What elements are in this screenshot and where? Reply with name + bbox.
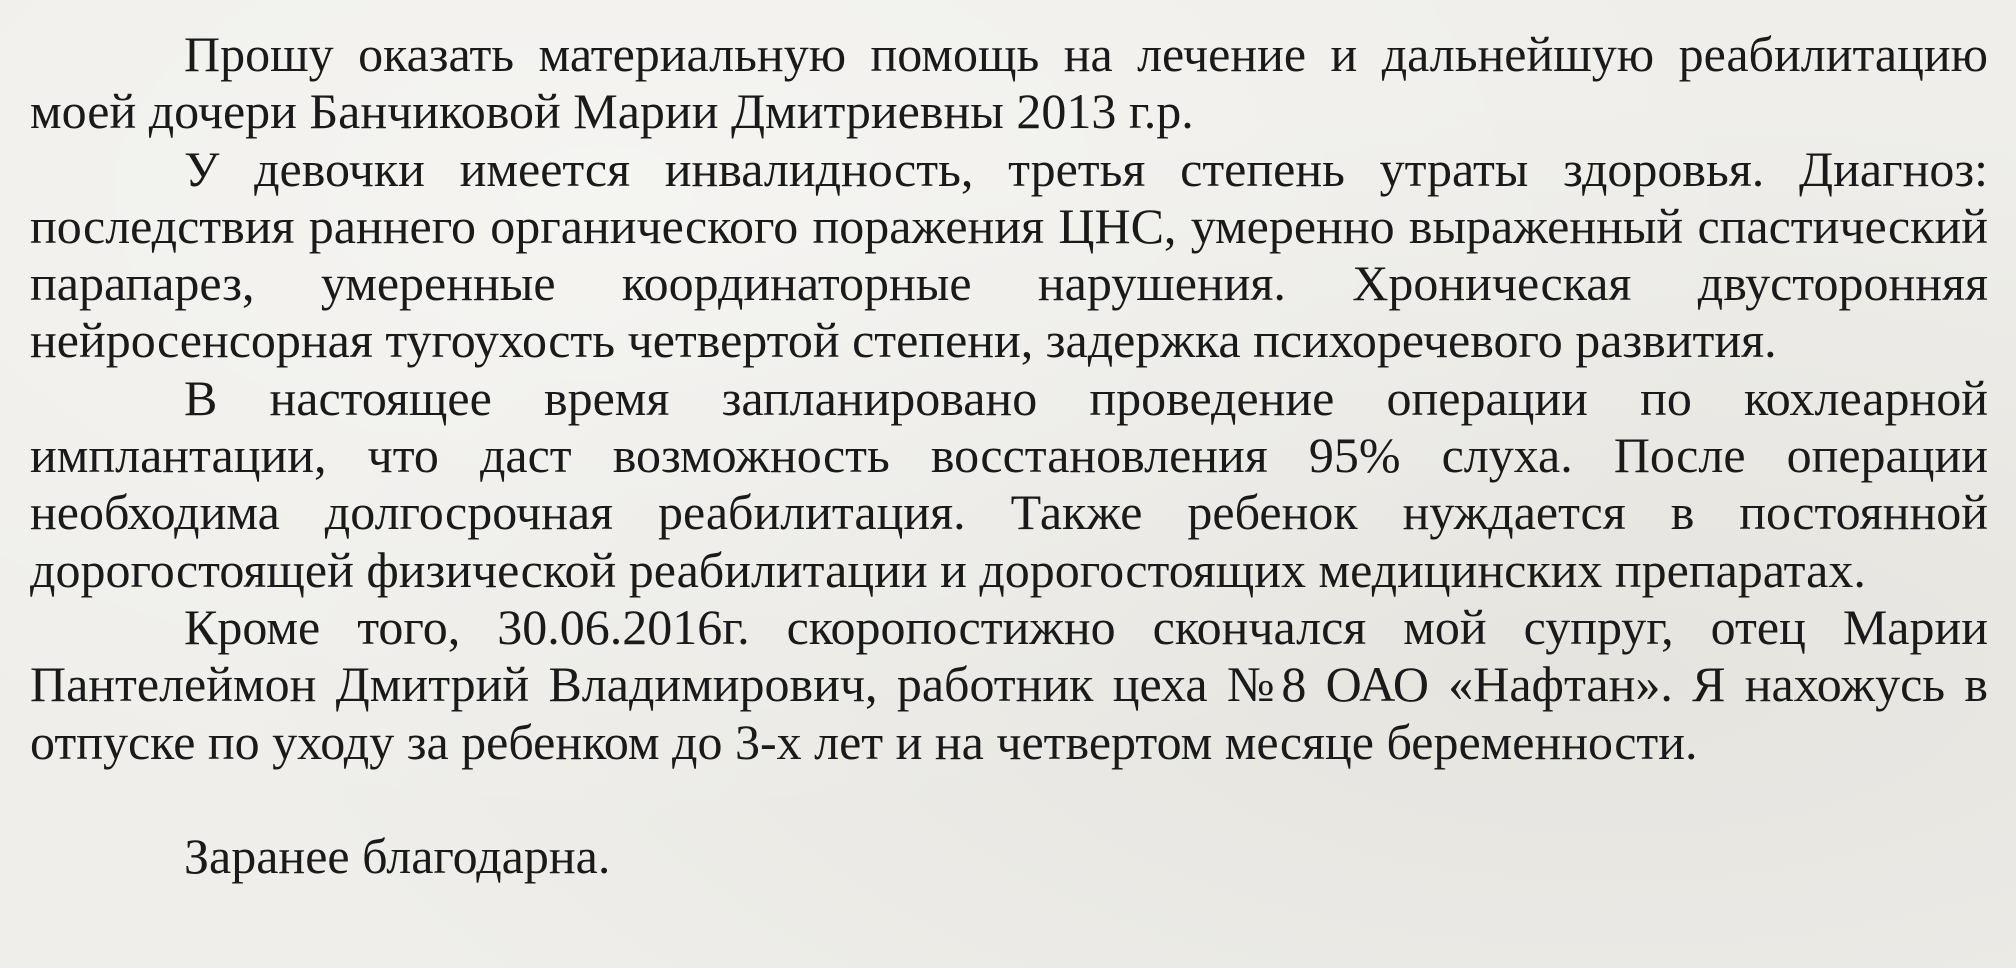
letter-body: [30, 26, 1988, 885]
paragraph-family-situation: Кроме того, 30.06.2016г. скоропостижно скончался мой супруг, отец Марии Пантелеймон Дмитрий Владимирович, работник цеха №8 ОАО «Нафтан». Я нахожусь в отпуске по уходу за ребенком до 3-х лет и на четвертом месяце беременности.: [30, 598, 1988, 770]
paragraph-diagnosis: У девочки имеется инвалидность, третья степень утраты здоровья. Диагноз: последствия раннего органического поражения ЦНС, умеренно выраженный спастический парапарез, умеренные координаторные нарушения. Хроническая двусторонняя нейросенсорная тугоухость четвертой степени, задержка психоречевого развития.: [30, 140, 1988, 369]
closing-line: Заранее благодарна.: [184, 827, 611, 884]
paragraph-treatment: В настоящее время запланировано проведение операции по кохлеарной имплантации, что даст возможность восстановления 95% слуха. После операции необходима долгосрочная реабилитация. Также ребенок нуждается в постоянной дорогостоящей физической реабилитации и дорогостоящих медицинских препаратах.: [30, 369, 1988, 598]
paragraph-request: Прошу оказать материальную помощь на лечение и дальнейшую реабилитацию моей дочери Банчиковой Марии Дмитриевны 2013 г.р.: [30, 26, 1988, 140]
